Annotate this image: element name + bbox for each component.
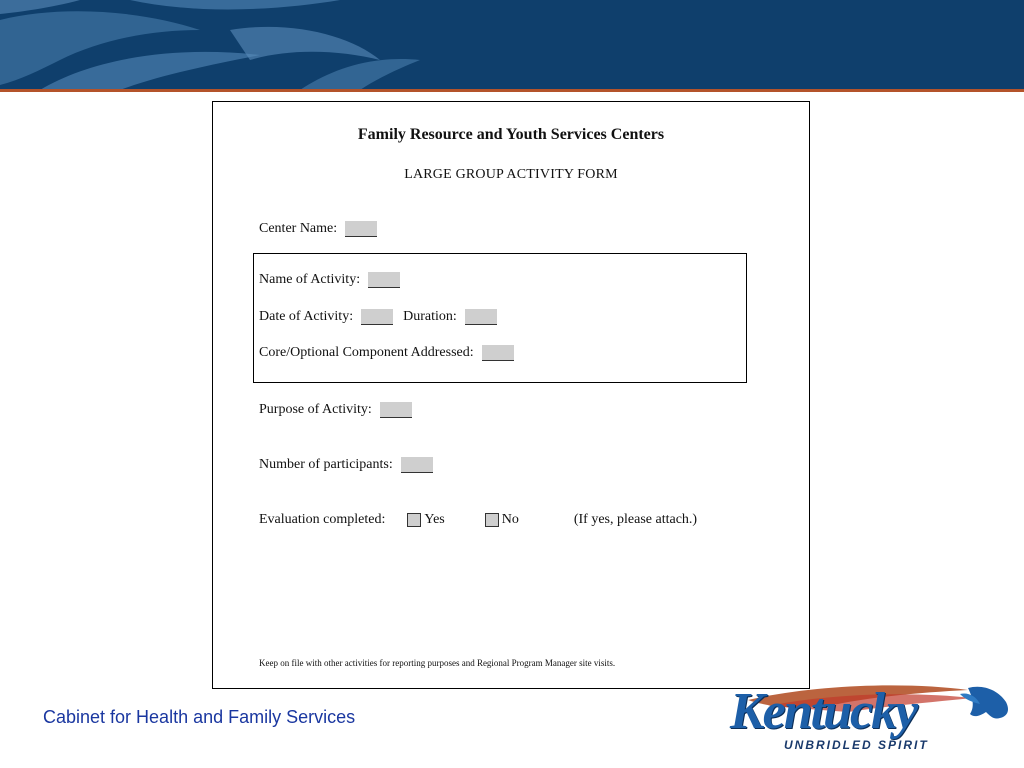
activity-date-field[interactable]: [361, 309, 393, 325]
activity-form-image: [212, 101, 810, 689]
duration-field[interactable]: [465, 309, 497, 325]
banner-divider: [0, 89, 1024, 92]
component-field[interactable]: [482, 345, 514, 361]
component-label: Core/Optional Component Addressed:: [259, 345, 474, 360]
organization-name: Cabinet for Health and Family Services: [43, 707, 356, 727]
logo-wordmark: Kentucky: [730, 683, 917, 740]
purpose-label: Purpose of Activity:: [259, 402, 372, 417]
purpose-row: [259, 402, 412, 418]
component-row: [259, 345, 514, 361]
center-name-row: [259, 221, 377, 237]
horse-mane-swirl-icon: [0, 0, 1024, 90]
no-label: No: [501, 512, 519, 527]
form-footnote: Keep on file with other activities for reporting purposes and Regional Program Manager site visits.: [259, 658, 616, 668]
kentucky-logo: [728, 682, 1013, 762]
form-title: Family Resource and Youth Services Centers: [357, 126, 665, 143]
activity-name-row: [259, 272, 400, 288]
logo-tagline: UNBRIDLED SPIRIT: [784, 738, 929, 752]
participants-row: [259, 457, 433, 473]
yes-label: Yes: [424, 512, 445, 527]
evaluation-label: Evaluation completed:: [259, 512, 386, 527]
activity-date-label: Date of Activity:: [259, 309, 354, 324]
activity-name-field[interactable]: [368, 272, 400, 288]
no-checkbox[interactable]: [485, 513, 499, 527]
form-subtitle: LARGE GROUP ACTIVITY FORM: [404, 167, 618, 182]
attach-note: (If yes, please attach.): [573, 512, 698, 527]
duration-label: Duration:: [403, 309, 457, 324]
header-banner: [0, 0, 1024, 90]
activity-name-label: Name of Activity:: [259, 272, 361, 287]
activity-date-row: [259, 309, 497, 325]
purpose-field[interactable]: [380, 402, 412, 418]
participants-label: Number of participants:: [259, 457, 393, 472]
center-name-field[interactable]: [345, 221, 377, 237]
center-name-label: Center Name:: [259, 221, 338, 236]
evaluation-row: [259, 512, 697, 528]
participants-field[interactable]: [401, 457, 433, 473]
yes-checkbox[interactable]: [407, 513, 421, 527]
